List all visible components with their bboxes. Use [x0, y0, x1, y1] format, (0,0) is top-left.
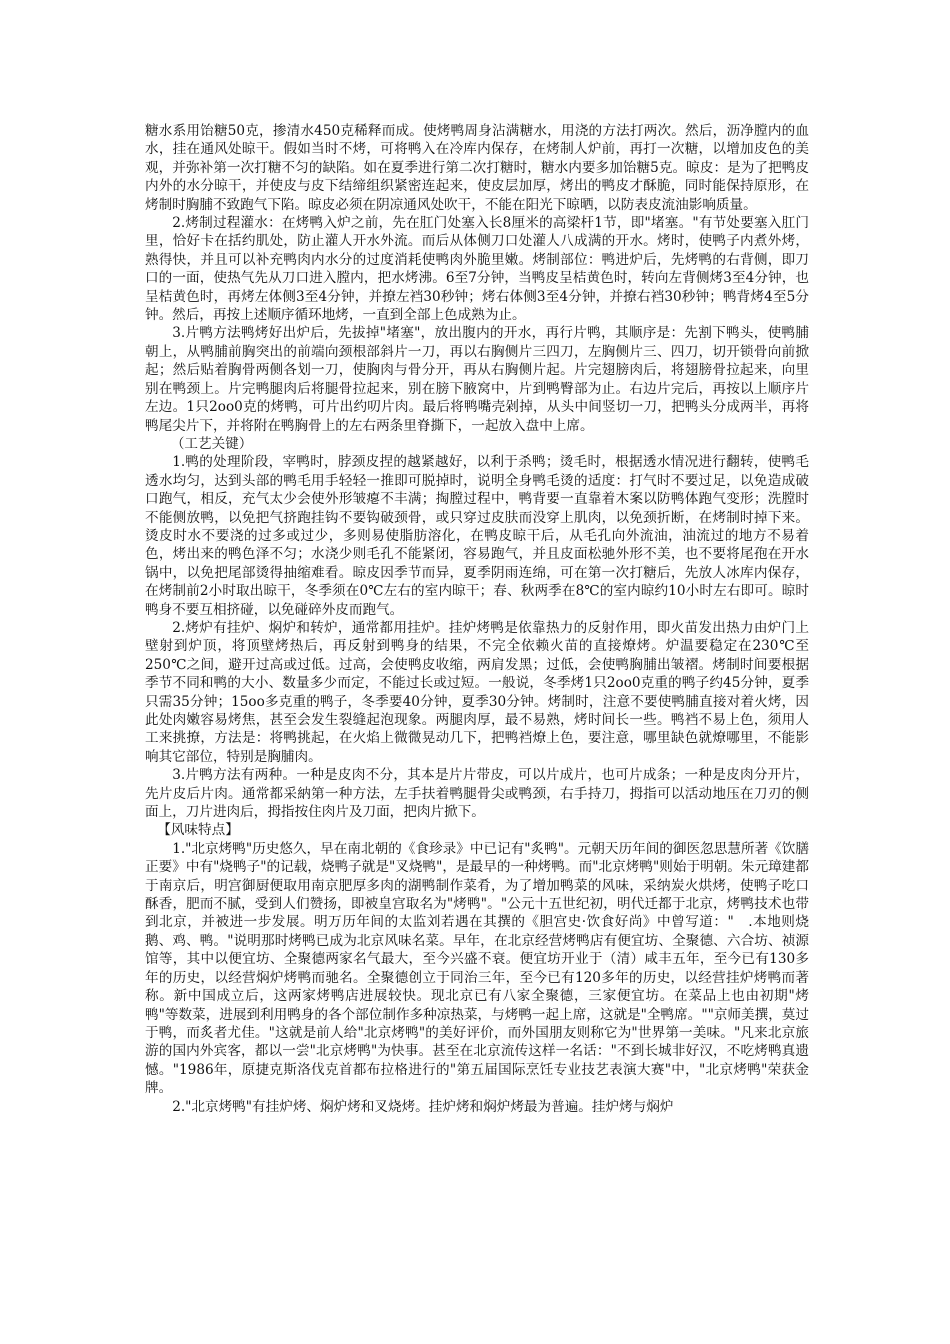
paragraph-slicing-method: 3.片鸭方法鸭烤好出炉后，先拔掉"堵塞"，放出腹内的开水，再行片鸭，其顺序是：先割下鸭头，使鸭脯朝上，从鸭脯前胸突出的前端向颈根部斜片一刀，再以右胸侧片三四刀，左胸侧片三、四刀，切开锁骨向前掀起；然后贴着胸骨两侧各划一刀，使胸肉与骨分开，再从右胸侧片起。片完翅膀肉后，将翅膀骨拉起来，向里别在鸭颈上。片完鸭腿肉后将腿骨拉起来，别在膀下腋窝中，片到鸭臀部为止。右边片完后，再按以上顺序片左边。1只2oo0克的烤鸭，可片出约叨片肉。最后将鸭嘴壳剁掉，从头中间竖切一刀，把鸭头分成两半，再将鸭尾尖片下，并将附在鸭胸骨上的左右两条里脊撕下，一起放入盘中上席。 [145, 325, 809, 434]
document-body [145, 122, 809, 1116]
paragraph-roasting-styles: 2."北京烤鸭"有挂炉烤、焖炉烤和叉烧烤。挂炉烤和焖炉烤最为普遍。挂炉烤与焖炉 [172, 1098, 674, 1115]
paragraph-two-slicing-methods: 3.片鸭方法有两种。一种是皮肉不分，其本是片片带皮，可以片成片，也可片成条；一种是皮肉分开片，先片皮后片肉。通常都采納第一种方法，左手扶着鸭腿骨尖或鸭颈，右手持刀，拇指可以活动地压在刀刃的侧面上，刀片进肉后，拇指按住肉片及刀面，把肉片掀下。 [145, 767, 809, 821]
section-heading-process-keys: （工艺关键） [170, 435, 253, 452]
paragraph-roasting-process: 2.烤制过程灌水：在烤鸭入炉之前，先在肛门处塞入长8厘米的高梁杆1节，即"堵塞。"有节处要塞入肛门里，恰好卡在括约肌处，防止灌人开水外流。而后从体侧刀口处灌人八成满的开水。烤时，使鸭子内煮外烤，熟得快，并且可以补充鸭肉内水分的过度消耗使鸭肉外脆里嫩。烤制部位：鸭进炉后，先烤鸭的右背侧，即刀口的一面，使热气先从刀口进入膛内，把水烤沸。6至7分钟，当鸭皮呈桔黄色时，转向左背侧烤3至4分钟，也呈桔黄色时，再烤左体侧3至4分钟，并撩左裆30秒钟；烤右体侧3至4分钟，并撩右裆30秒钟；鸭背烤4至5分钟。然后，再按上述顺序循环地烤，一直到全部上色成熟为止。 [145, 215, 809, 324]
paragraph-oven-types: 2.烤炉有挂炉、焖炉和转炉，通常都用挂炉。挂炉烤鸭是依靠热力的反射作用，即火苗发出热力由炉门上壁射到炉顶，将顶壁烤热后，再反射到鸭身的结果，不完全依赖火苗的直接燎烤。炉温要稳定在230℃至250℃之间，避开过高或过低。过高，会使鸭皮收缩，两肩发黑；过低，会使鸭胸脯出皱褶。烤制时间要根据季节不同和鸭的大小、数量多少而定，不能过长或过短。一般说，冬季烤1只2oo0克重的鸭子约45分钟，夏季只需35分钟；15oo多克重的鸭子，冬季要40分钟，夏季30分钟。烤制时，注意不要使鸭脯直接对着火烤，因此处肉嫩容易烤焦，甚至会发生裂缝起泡现象。两腿肉厚，最不易熟，烤时间长一些。鸭裆不易上色，须用人工来挑撩，方法是：将鸭挑起，在火焰上微微晃动几下，把鸭裆燎上色，要注意，哪里缺色就燎哪里，不能影响其它部位，特别是胸脯肉。 [145, 619, 809, 765]
section-heading-flavor: 【风味特点】 [157, 822, 239, 839]
paragraph-duck-preparation: 1.鸭的处理阶段，宰鸭时，脖颈皮捏的越紧越好，以利于杀鸭；烫毛时，根据透水情况进行翻转，使鸭毛透水均匀，达到头部的鸭毛用手轻轻一推即可脱掉时，说明全身鸭毛烫的适度：打气时不要过足，以免造成破口跑气，相反，充气太少会使外形皱瘪不丰满；掏膛过程中，鸭背要一直靠着木案以防鸭体跑气变形；洗膛时不能侧放鸭，以免把气挤跑挂钩不要钩破颈骨，或只穿过皮肤而没穿上肌肉，以免颈折断，在烤制时掉下来。烫皮时水不要浇的过多或过少，多则易使脂肪溶化，在鸭皮晾干后，从毛孔向外流油，油流过的地方不易着色，烤出来的鸭色泽不匀；水浇少则毛孔不能紧闭，容易跑气，并且皮面松驰外形不美，也不要将尾孢在开水锅中，以免把尾部烫得抽缩难看。晾皮因季节而异，夏季阴雨连绵，可在第一次打糖后，先放人冰库内保存，在烤制前2小时取出晾干，冬季须在0℃左右的室内晾干；春、秋两季在8℃的室内晾约10小时左右即可。晾时鸭身不要互相挤碰，以免碰碎外皮而跑气。 [145, 454, 809, 618]
paragraph-history: 1."北京烤鸭"历史悠久，早在南北朝的《食珍录》中已记有"炙鸭"。元朝天历年间的御医忽思慧所著《饮膳正要》中有"烧鸭子"的记载，烧鸭子就是"叉烧鸭"，是最早的一种烤鸭。而"北京烤鸭"则始于明朝。朱元璋建都于南京后，明宫御厨便取用南京肥厚多肉的湖鸭制作菜肴，为了增加鸭菜的风味，采纳炭火烘烤，使鸭子吃口酥香，肥而不腻，受到人们赞扬，即被皇宫取名为"烤鸭"。"公元十五世纪初，明代迁都于北京，烤鸭技术也带到北京，并被进一步发展。明万历年间的太监刘若遇在其撰的《胆宫史·饮食好尚》中曾写道：" .本地则烧鹅、鸡、鸭。"说明那时烤鸭已成为北京风味名菜。早年，在北京经营烤鸭店有便宜坊、全聚德、六合坊、祯源馆等，其中以便宜坊、全聚德两家名气最大，至今兴盛不衰。便宜坊开业于（清）咸丰五年，至今已有130多年的历史，以经营焖炉烤鸭而驰名。全聚德创立于同治三年，至今已有120多年的历史，以经营挂炉烤鸭而著称。新中国成立后，这两家烤鸭店进展较快。现北京已有八家全聚德，三家便宜坊。在菜品上也由初期"烤鸭"等数菜，进展到利用鸭身的各个部位制作多种凉热菜，与烤鸭一起上席，这就是"全鸭席。""京师美撰，莫过于鸭，而炙者尤佳。"这就是前人给"北京烤鸭"的美好评价，而外国朋友则称它为"世界第一美味。"凡来北京旅游的国内外宾客，都以一尝"北京烤鸭"为快事。甚至在北京流传这样一名话："不到长城非好汉，不吃烤鸭真遗憾。"1986年，原捷克斯洛伐克首都布拉格进行的"第五届国际烹饪专业技艺表演大赛"中，"北京烤鸭"荣获金牌。 [145, 840, 809, 1097]
paragraph-sugar-glaze: 糖水系用饴糖50克，掺清水450克稀释而成。使烤鸭周身沾满糖水，用浇的方法打两次。然后，沥净膛内的血水，挂在通风处晾干。假如当时不烤，可将鸭入在冷库内保存，在烤制人炉前，再打一次糖，以增加皮色的美观，并弥补第一次打糖不匀的缺陷。如在夏季进行第二次打糖时，糖水内要多加饴糖5克。晾皮：是为了把鸭皮内外的水分晾干，并使皮与皮下结缔组织紧密连起来，使皮层加厚，烤出的鸭皮才酥脆，同时能保持原形，在烤制时胸脯不致跑气下陷。晾皮必须在阴凉通风处吹干，不能在阳光下晾晒，以防表皮流油影响质量。 [145, 123, 809, 213]
